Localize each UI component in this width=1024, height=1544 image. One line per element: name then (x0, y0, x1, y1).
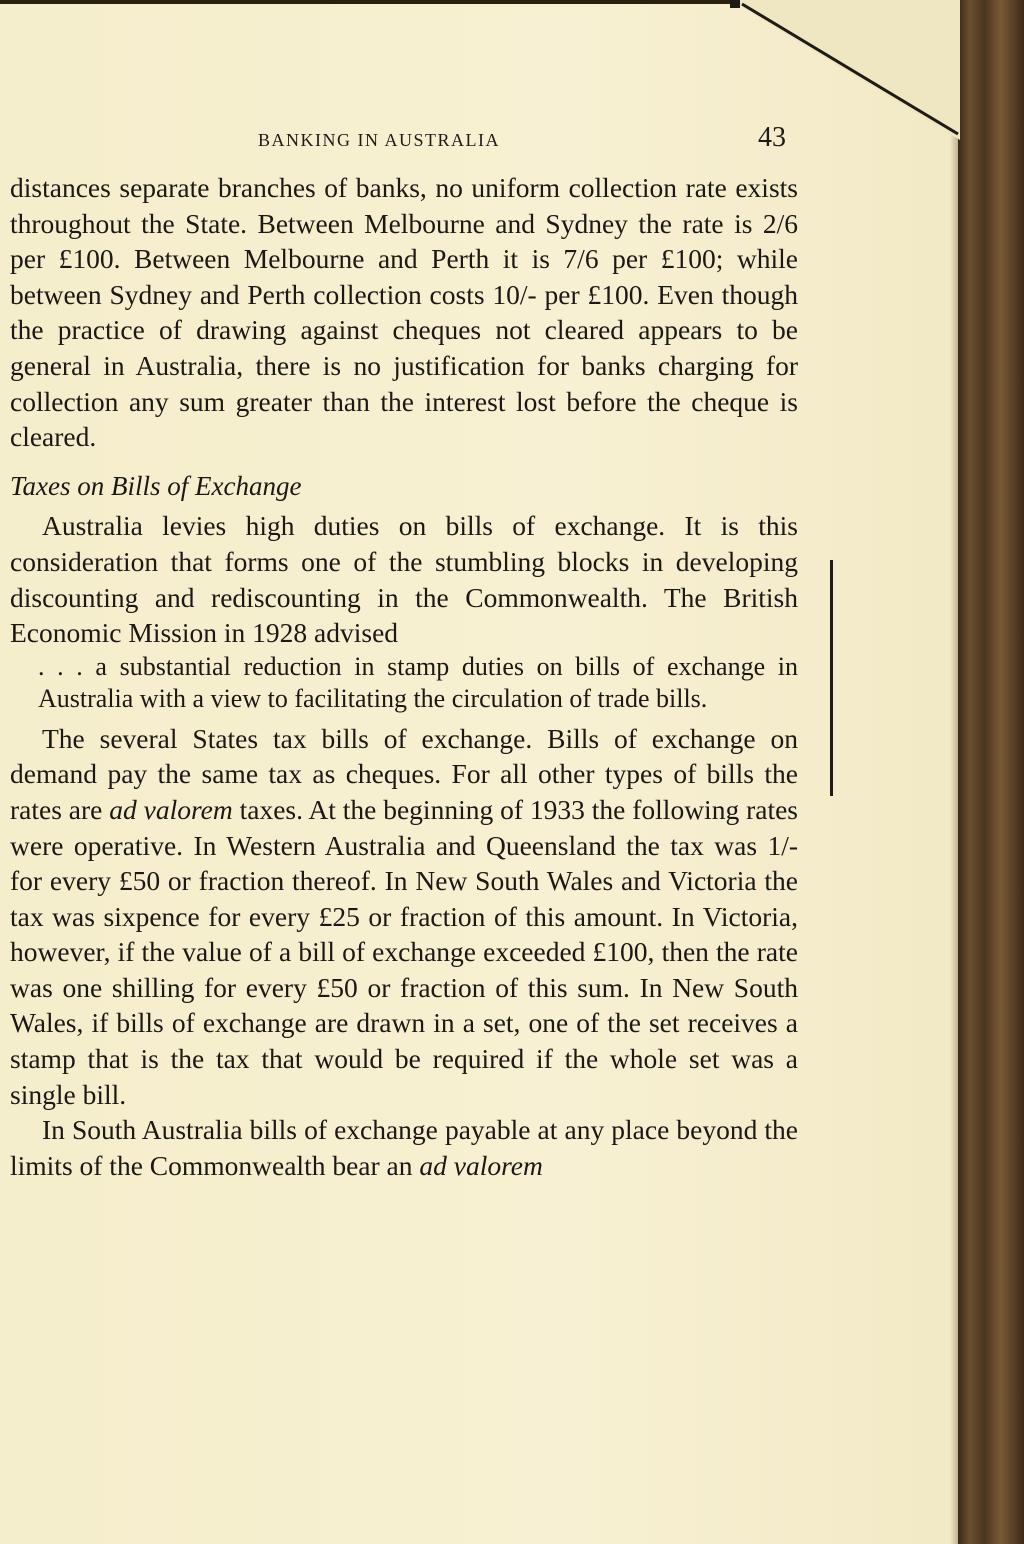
top-edge-strip (0, 0, 740, 4)
paragraph-stamp-duties: Australia levies high duties on bills of exchange. It is this consideration that forms one of the stumbling blocks in developing discounting and rediscounting in the Commonwealth. The British Economic Mission in 1928 advised (10, 510, 798, 649)
book-spine (958, 0, 1024, 1544)
folded-corner (730, 0, 960, 140)
paragraph-south-australia (10, 1112, 798, 1183)
ad-valorem-emphasis: ad valorem (109, 793, 233, 825)
ad-valorem-emphasis-2: ad valorem (419, 1149, 543, 1181)
body-text (10, 170, 798, 1183)
paragraph-south-australia-text: In South Australia bills of exchange payable at any place beyond the limits of the Commonwealth bear an (10, 1114, 798, 1181)
paragraph-state-taxes (10, 721, 798, 1113)
paragraph-state-taxes-part-2: taxes. At the beginning of 1933 the following rates were operative. In Western Australia and Queensland the tax was 1/- for every £50 or fraction thereof. In New South Wales and Victoria the tax was sixpence for every £25 or fraction of this amount. In Victoria, however, if the value of a bill of exchange exceeded £100, then the rate was one shilling for every £50 or fraction of this sum. In New South Wales, if bills of exchange are drawn in a set, one of the set receives a stamp that is the tax that would be required if the whole set was a single bill. (10, 793, 798, 1110)
paragraph-state-taxes-part-1: The several States tax bills of exchange. Bills of exchange on demand pay the same tax as cheques. For all other types of bills the rates are (10, 722, 798, 825)
block-quote: . . . a substantial reduction in stamp duties on bills of exchange in Australia with a view to facilitating the circulation of trade bills. (38, 651, 798, 713)
margin-marker-line (830, 560, 833, 796)
running-head: BANKING IN AUSTRALIA (258, 130, 500, 150)
paragraph-collection-rates: distances separate branches of banks, no uniform collection rate exists throughout the State. Between Melbourne and Sydney the rate is 2/6 per £100. Between Melbourne and Perth it is 7/6 per £100; while between Sydney and Perth collection costs 10/- per £100. Even though the practice of drawing against cheques not cleared appears to be general in Australia, there is no justification for banks charging for collection any sum greater than the interest lost before the cheque is cleared. (10, 172, 798, 453)
section-heading: Taxes on Bills of Exchange (10, 470, 302, 501)
page-number: 43 (758, 122, 786, 153)
